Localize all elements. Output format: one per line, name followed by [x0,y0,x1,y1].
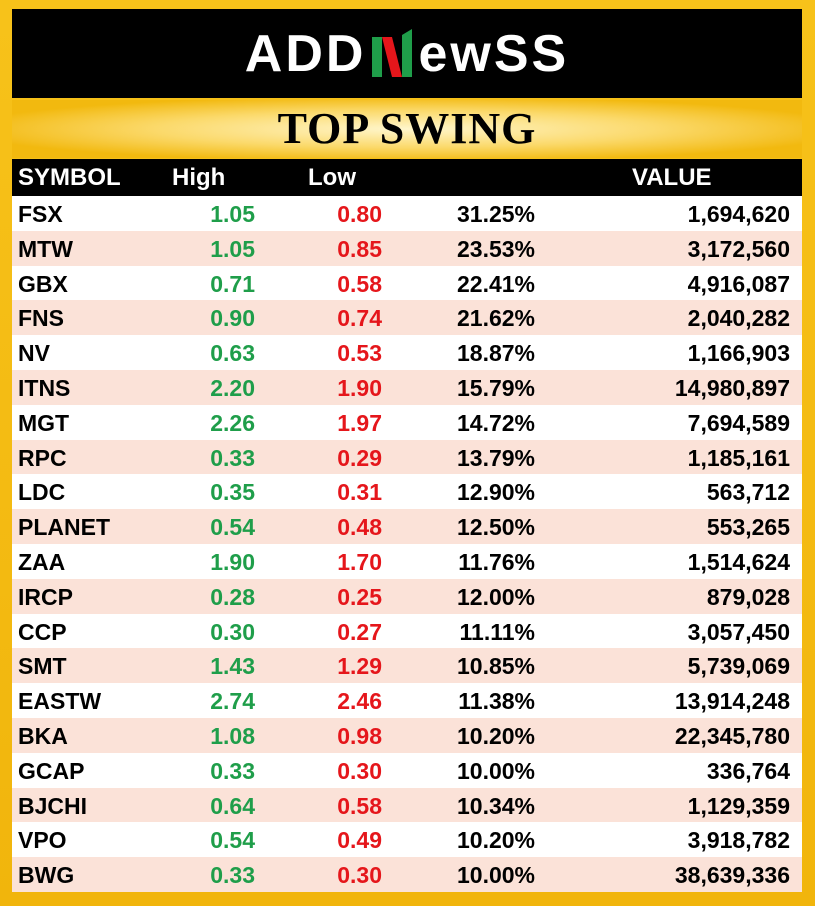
cell-change: 23.53% [456,235,535,262]
cell-high: 2.74 [210,688,255,715]
cell-value: 879,028 [706,583,790,610]
cell-low: 1.29 [337,653,382,680]
cell-symbol: LDC [18,479,66,506]
table-row [12,440,802,475]
logo-n-mark-icon [368,27,416,81]
table-row [12,266,802,301]
cell-symbol: MTW [18,235,73,262]
cell-high: 0.54 [210,514,255,541]
cell-low: 0.58 [337,270,382,297]
cell-low: 0.98 [337,722,382,749]
cell-symbol: BWG [18,862,75,889]
cell-change: 12.90% [456,479,535,506]
cell-symbol: VPO [18,827,67,854]
cell-value: 22,345,780 [674,722,790,749]
cell-low: 0.58 [337,792,382,819]
cell-value: 3,057,450 [687,618,790,645]
logo-bar [12,9,802,98]
cell-change: 10.20% [456,827,535,854]
table-row [12,405,802,440]
cell-value: 7,694,589 [687,409,790,436]
cell-change: 22.41% [456,270,535,297]
cell-low: 0.30 [337,757,382,784]
cell-high: 2.20 [210,374,255,401]
cell-high: 1.08 [210,722,255,749]
cell-low: 1.70 [337,548,382,575]
cell-value: 3,172,560 [687,235,790,262]
cell-change: 31.25% [456,201,535,227]
cell-low: 0.80 [337,201,382,227]
table-row [12,788,802,823]
cell-change: 12.50% [456,514,535,541]
cell-change: 13.79% [456,444,535,471]
cell-change: 10.00% [456,862,535,889]
cell-symbol: GBX [18,270,68,297]
cell-low: 0.85 [337,235,382,262]
table-body [12,196,802,892]
table-row [12,648,802,683]
cell-symbol: ZAA [18,548,66,575]
table-row [12,718,802,753]
table-row [12,509,802,544]
cell-symbol: CCP [18,618,67,645]
title-banner [12,100,802,158]
cell-change: 11.38% [458,688,535,715]
cell-change: 18.87% [456,340,535,367]
table-row [12,822,802,857]
cell-value: 336,764 [706,757,790,784]
cell-high: 0.28 [210,583,255,610]
logo-text-left: ADD [244,24,367,83]
brand-logo [12,9,802,98]
cell-value: 1,514,624 [687,548,790,575]
cell-symbol: EASTW [18,688,102,715]
table-row [12,544,802,579]
column-header-low: Low [308,164,356,191]
column-header-high: High [172,164,226,191]
cell-symbol: GCAP [18,757,85,784]
cell-high: 1.43 [210,653,255,680]
cell-value: 5,739,069 [687,653,790,680]
cell-symbol: FNS [18,305,64,332]
cell-value: 553,265 [706,514,790,541]
cell-low: 0.48 [337,514,382,541]
cell-change: 10.34% [456,792,535,819]
logo-text-right: ewSS [418,24,570,83]
cell-low: 1.97 [337,409,382,436]
cell-low: 0.30 [337,862,382,889]
cell-low: 2.46 [337,688,382,715]
page-title: TOP SWING [277,104,537,153]
cell-low: 1.90 [337,374,382,401]
cell-value: 2,040,282 [687,305,790,332]
cell-value: 1,129,359 [687,792,790,819]
cell-change: 10.85% [456,653,535,680]
cell-high: 0.63 [210,340,255,367]
cell-value: 1,694,620 [687,201,790,227]
cell-high: 0.30 [210,618,255,645]
cell-high: 1.90 [210,548,255,575]
table-row [12,614,802,649]
cell-value: 3,918,782 [687,827,790,854]
table-row [12,300,802,335]
table-row [12,857,802,892]
cell-low: 0.31 [337,479,382,506]
cell-symbol: BKA [18,722,68,749]
table-row [12,753,802,788]
table-header [12,159,802,196]
cell-symbol: SMT [18,653,67,680]
cell-high: 0.64 [210,792,255,819]
cell-high: 0.33 [210,757,255,784]
cell-symbol: ITNS [18,374,71,401]
table-row [12,474,802,509]
cell-value: 13,914,248 [674,688,790,715]
cell-change: 21.62% [456,305,535,332]
cell-symbol: NV [18,340,50,367]
table-row [12,370,802,405]
cell-low: 0.49 [337,827,382,854]
cell-high: 1.05 [210,235,255,262]
cell-low: 0.74 [337,305,382,332]
cell-change: 10.00% [456,757,535,784]
column-header-symbol: SYMBOL [18,164,121,191]
cell-value: 1,166,903 [687,340,790,367]
column-header-value: VALUE [632,164,712,191]
cell-change: 12.00% [456,583,535,610]
cell-high: 0.33 [210,444,255,471]
cell-value: 1,185,161 [687,444,790,471]
table-row [12,579,802,614]
cell-high: 0.54 [210,827,255,854]
swing-table [12,159,802,892]
cell-low: 0.27 [337,618,382,645]
cell-value: 14,980,897 [674,374,790,401]
cell-symbol: BJCHI [18,792,88,819]
cell-change: 14.72% [456,409,535,436]
cell-symbol: MGT [18,409,70,436]
cell-change: 10.20% [456,722,535,749]
cell-high: 0.33 [210,862,255,889]
table-row [12,683,802,718]
cell-symbol: IRCP [18,583,73,610]
cell-high: 0.90 [210,305,255,332]
cell-change: 11.76% [458,548,535,575]
cell-change: 15.79% [456,374,535,401]
cell-change: 11.11% [459,618,535,645]
cell-value: 563,712 [706,479,790,506]
cell-symbol: FSX [18,201,63,227]
table-row [12,335,802,370]
cell-low: 0.25 [337,583,382,610]
cell-high: 0.71 [210,270,255,297]
cell-value: 38,639,336 [674,862,790,889]
cell-low: 0.29 [337,444,382,471]
cell-high: 1.05 [210,201,255,227]
table-row [12,231,802,266]
cell-symbol: PLANET [18,514,110,541]
table-row [12,196,802,231]
cell-high: 2.26 [210,409,255,436]
cell-low: 0.53 [337,340,382,367]
cell-symbol: RPC [18,444,67,471]
cell-value: 4,916,087 [687,270,790,297]
cell-high: 0.35 [210,479,255,506]
